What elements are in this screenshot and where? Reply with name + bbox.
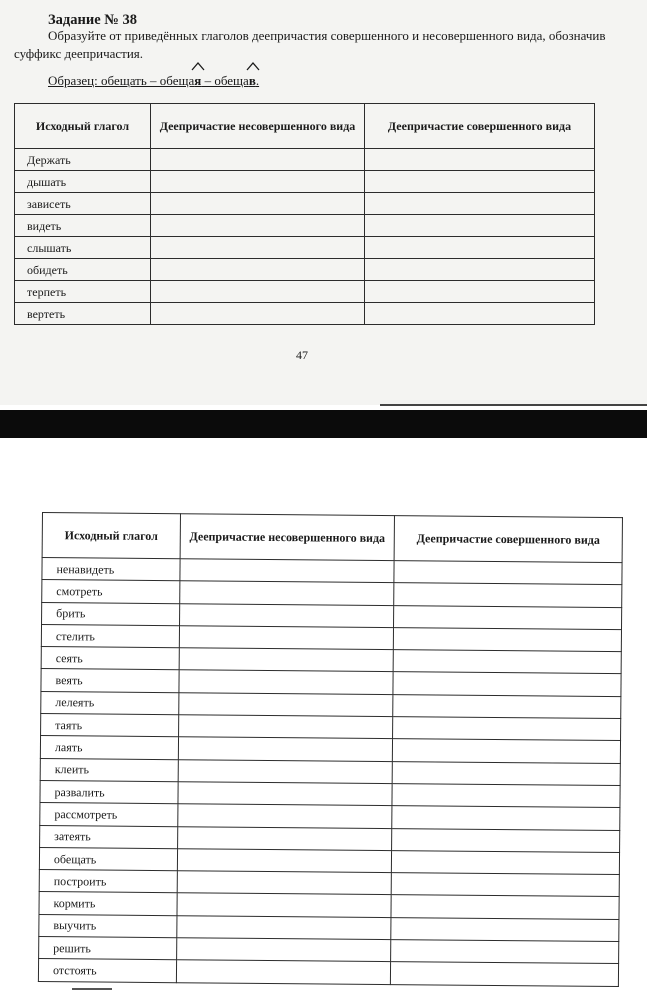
verb-cell: таять (41, 714, 179, 738)
verb-cell: построить (39, 870, 177, 894)
perfective-answer-cell[interactable] (392, 739, 620, 763)
header-source-verb: Исходный глагол (42, 513, 180, 559)
imperfective-answer-cell[interactable] (151, 259, 365, 281)
verb-cell: клеить (40, 758, 178, 782)
table-row (15, 149, 595, 171)
table-row (15, 171, 595, 193)
sample-suffix-ya: я (194, 73, 201, 88)
perfective-answer-cell[interactable] (394, 605, 622, 629)
verb-cell: терпеть (15, 281, 151, 303)
perfective-answer-cell[interactable] (393, 717, 621, 741)
perfective-answer-cell[interactable] (365, 215, 595, 237)
table1-body (15, 149, 595, 325)
perfective-answer-cell[interactable] (393, 627, 621, 651)
perfective-answer-cell[interactable] (365, 193, 595, 215)
imperfective-answer-cell[interactable] (178, 826, 392, 850)
table-row (15, 281, 595, 303)
imperfective-answer-cell[interactable] (179, 715, 393, 739)
perfective-answer-cell[interactable] (392, 784, 620, 808)
table2-body (38, 558, 622, 987)
imperfective-answer-cell[interactable] (179, 692, 393, 716)
verbs-table-2 (38, 512, 623, 987)
imperfective-answer-cell[interactable] (177, 849, 391, 873)
verb-cell: брить (42, 602, 180, 626)
perfective-answer-cell[interactable] (393, 672, 621, 696)
perfective-answer-cell[interactable] (365, 149, 595, 171)
imperfective-answer-cell[interactable] (179, 648, 393, 672)
verb-cell: рассмотреть (40, 803, 178, 827)
sample-suffix-v: в (249, 73, 256, 88)
verb-cell: обещать (39, 847, 177, 871)
perfective-answer-cell[interactable] (393, 650, 621, 674)
page-number: 47 (296, 348, 308, 362)
table-row (15, 215, 595, 237)
perfective-answer-cell[interactable] (365, 237, 595, 259)
perfective-answer-cell[interactable] (391, 940, 619, 964)
header-imperfective: Деепричастие несовершенного вида (151, 104, 365, 149)
perfective-answer-cell[interactable] (365, 303, 595, 325)
imperfective-answer-cell[interactable] (179, 670, 393, 694)
imperfective-answer-cell[interactable] (177, 915, 391, 939)
imperfective-answer-cell[interactable] (177, 893, 391, 917)
imperfective-answer-cell[interactable] (178, 737, 392, 761)
verb-cell: лелеять (41, 691, 179, 715)
table-row (38, 959, 618, 986)
suffix-arc-icon (191, 62, 205, 71)
verbs-table-1 (14, 103, 595, 325)
verb-cell: выучить (39, 914, 177, 938)
perfective-answer-cell[interactable] (392, 806, 620, 830)
black-band (0, 410, 647, 438)
imperfective-answer-cell[interactable] (151, 237, 365, 259)
perfective-answer-cell[interactable] (365, 281, 595, 303)
page-edge-line (380, 404, 647, 406)
table-row (15, 193, 595, 215)
imperfective-answer-cell[interactable] (151, 149, 365, 171)
imperfective-answer-cell[interactable] (177, 938, 391, 962)
imperfective-answer-cell[interactable] (178, 804, 392, 828)
sample-prefix: Образец: обещать – обеща (48, 73, 195, 88)
perfective-answer-cell[interactable] (390, 962, 618, 986)
imperfective-answer-cell[interactable] (151, 303, 365, 325)
verb-cell: сеять (41, 647, 179, 671)
imperfective-answer-cell[interactable] (177, 871, 391, 895)
task-instruction: Образуйте от приведённых глаголов деепричастия совершенного и несовершенного вида, обозначив суффикс деепричастия. (14, 28, 606, 61)
verb-cell: дышать (15, 171, 151, 193)
imperfective-answer-cell[interactable] (179, 626, 393, 650)
imperfective-answer-cell[interactable] (180, 603, 394, 627)
sample-line (48, 73, 259, 89)
verb-cell: вертеть (15, 303, 151, 325)
imperfective-answer-cell[interactable] (151, 281, 365, 303)
verb-cell: решить (39, 937, 177, 961)
bottom-mark (72, 988, 112, 990)
verb-cell: зависеть (15, 193, 151, 215)
suffix-arc-icon (246, 62, 260, 71)
header-imperfective: Деепричастие несовершенного вида (180, 514, 394, 561)
verb-cell: ненавидеть (42, 558, 180, 582)
perfective-answer-cell[interactable] (393, 694, 621, 718)
imperfective-answer-cell[interactable] (178, 782, 392, 806)
verb-cell: стелить (41, 624, 179, 648)
verb-cell: веять (41, 669, 179, 693)
imperfective-answer-cell[interactable] (151, 171, 365, 193)
table-row (15, 237, 595, 259)
imperfective-answer-cell[interactable] (180, 581, 394, 605)
perfective-answer-cell[interactable] (392, 828, 620, 852)
imperfective-answer-cell[interactable] (180, 559, 394, 583)
perfective-answer-cell[interactable] (394, 561, 622, 585)
verb-cell: обидеть (15, 259, 151, 281)
imperfective-answer-cell[interactable] (178, 759, 392, 783)
header-perfective: Деепричастие совершенного вида (394, 516, 622, 563)
perfective-answer-cell[interactable] (391, 895, 619, 919)
header-perfective: Деепричастие совершенного вида (365, 104, 595, 149)
verb-cell: отстоять (38, 959, 176, 983)
perfective-answer-cell[interactable] (365, 171, 595, 193)
perfective-answer-cell[interactable] (391, 917, 619, 941)
verb-cell: развалить (40, 780, 178, 804)
header-source-verb: Исходный глагол (15, 104, 151, 149)
imperfective-answer-cell[interactable] (151, 193, 365, 215)
table-row (15, 259, 595, 281)
perfective-answer-cell[interactable] (391, 850, 619, 874)
table-header-row (42, 513, 622, 563)
perfective-answer-cell[interactable] (391, 873, 619, 897)
verb-cell: смотреть (42, 580, 180, 604)
verb-cell: видеть (15, 215, 151, 237)
verb-cell: лаять (40, 736, 178, 760)
sample-end: . (255, 73, 260, 88)
sample-dash: – обеща (201, 73, 249, 88)
verb-cell: кормить (39, 892, 177, 916)
perfective-answer-cell[interactable] (392, 761, 620, 785)
table-row (15, 303, 595, 325)
verb-cell: слышать (15, 237, 151, 259)
table-header-row (15, 104, 595, 149)
verb-cell: затеять (40, 825, 178, 849)
task-title: Задание № 38 (48, 12, 137, 28)
verb-cell: Держать (15, 149, 151, 171)
perfective-answer-cell[interactable] (394, 583, 622, 607)
perfective-answer-cell[interactable] (365, 259, 595, 281)
imperfective-answer-cell[interactable] (176, 960, 390, 984)
imperfective-answer-cell[interactable] (151, 215, 365, 237)
